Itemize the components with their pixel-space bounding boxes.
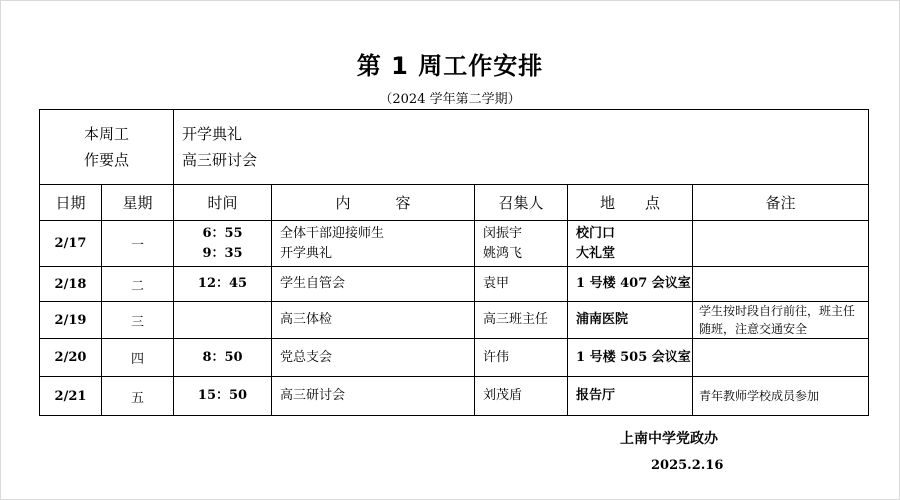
- key-point-item: 高三研讨会: [182, 151, 258, 169]
- cell-date: 2/20: [40, 339, 102, 377]
- header-weekday: 星期: [102, 185, 174, 221]
- cell-content: [272, 377, 475, 416]
- cell-notes: [693, 221, 869, 267]
- table-row: [40, 221, 869, 267]
- cell-notes-line: 随班，注意交通安全: [699, 322, 808, 336]
- cell-content: [272, 339, 475, 377]
- cell-time: [174, 302, 272, 339]
- key-points-label-line: 本周工: [84, 125, 130, 143]
- cell-content: [272, 302, 475, 339]
- cell-location: [568, 267, 693, 302]
- cell-notes-line: 青年教师学校成员参加: [699, 389, 820, 403]
- cell-content-line: 高三研讨会: [280, 388, 346, 403]
- cell-weekday: 二: [102, 267, 174, 302]
- cell-content-line: 全体干部迎接师生: [280, 225, 385, 241]
- page-title: 第 1 周工作安排: [356, 52, 544, 80]
- cell-location: [568, 221, 693, 267]
- cell-time: [174, 267, 272, 302]
- cell-convener: [475, 267, 568, 302]
- table-row: [40, 377, 869, 416]
- key-points-label-line: 作要点: [84, 151, 130, 169]
- table-row: [40, 302, 869, 339]
- cell-location-line: 1 号楼 407 会议室: [576, 276, 691, 291]
- cell-location-line: 浦南医院: [576, 312, 629, 327]
- cell-date: 2/19: [40, 302, 102, 339]
- cell-content: [272, 221, 475, 267]
- table-row: [40, 267, 869, 302]
- header-content: 内 容: [272, 185, 475, 221]
- cell-time-line: 9：35: [202, 245, 243, 261]
- schedule-table: [39, 109, 869, 416]
- table-row: [40, 339, 869, 377]
- cell-weekday: 四: [102, 339, 174, 377]
- cell-convener-line: 闵振宇: [483, 225, 523, 241]
- page-subtitle: （2024 学年第二学期）: [379, 92, 521, 107]
- cell-convener-line: 许伟: [483, 349, 510, 365]
- key-points-label: [40, 110, 174, 185]
- header-date: 日期: [40, 185, 102, 221]
- issuing-office: 上南中学党政办: [620, 431, 718, 447]
- cell-convener-line: 姚鸿飞: [483, 245, 523, 261]
- key-points-content: [174, 110, 869, 185]
- cell-time: [174, 221, 272, 267]
- cell-location-line: 校门口: [576, 225, 616, 241]
- cell-date: 2/18: [40, 267, 102, 302]
- cell-weekday: 五: [102, 377, 174, 416]
- cell-time: [174, 339, 272, 377]
- cell-notes-line: 学生按时段自行前往，班主任: [699, 304, 856, 318]
- cell-date: 2/17: [40, 221, 102, 267]
- cell-convener: [475, 221, 568, 267]
- key-point-item: 开学典礼: [182, 125, 243, 143]
- cell-time-line: 15：50: [197, 388, 248, 403]
- cell-convener: [475, 339, 568, 377]
- header-convener: 召集人: [475, 185, 568, 221]
- cell-date: 2/21: [40, 377, 102, 416]
- cell-location: [568, 377, 693, 416]
- cell-weekday: 三: [102, 302, 174, 339]
- schedule-rows: [40, 221, 869, 416]
- header-location: 地 点: [568, 185, 693, 221]
- cell-time-line: 8：50: [202, 349, 243, 365]
- cell-time-line: 6：55: [202, 225, 243, 241]
- cell-convener: [475, 377, 568, 416]
- cell-location: [568, 302, 693, 339]
- cell-location-line: 1 号楼 505 会议室: [576, 349, 691, 365]
- cell-content-line: 高三体检: [280, 312, 333, 327]
- cell-location: [568, 339, 693, 377]
- cell-content-line: 开学典礼: [280, 245, 333, 261]
- header-notes: 备注: [693, 185, 869, 221]
- cell-convener-line: 刘茂盾: [483, 388, 523, 403]
- cell-notes: [693, 339, 869, 377]
- cell-weekday: 一: [102, 221, 174, 267]
- cell-content-line: 学生自管会: [280, 276, 346, 291]
- key-points-row: [40, 110, 869, 185]
- cell-time-line: 12：45: [197, 276, 248, 291]
- cell-time: [174, 377, 272, 416]
- cell-location-line: 报告厅: [576, 388, 616, 403]
- header-row: [40, 185, 869, 221]
- cell-convener-line: 袁甲: [483, 276, 510, 291]
- cell-notes: [693, 377, 869, 416]
- cell-location-line: 大礼堂: [576, 245, 616, 261]
- cell-content-line: 党总支会: [280, 349, 333, 365]
- cell-notes: [693, 267, 869, 302]
- issue-date: 2025.2.16: [651, 458, 724, 473]
- header-time: 时间: [174, 185, 272, 221]
- cell-convener: [475, 302, 568, 339]
- cell-notes: [693, 302, 869, 339]
- cell-convener-line: 高三班主任: [483, 312, 549, 327]
- cell-content: [272, 267, 475, 302]
